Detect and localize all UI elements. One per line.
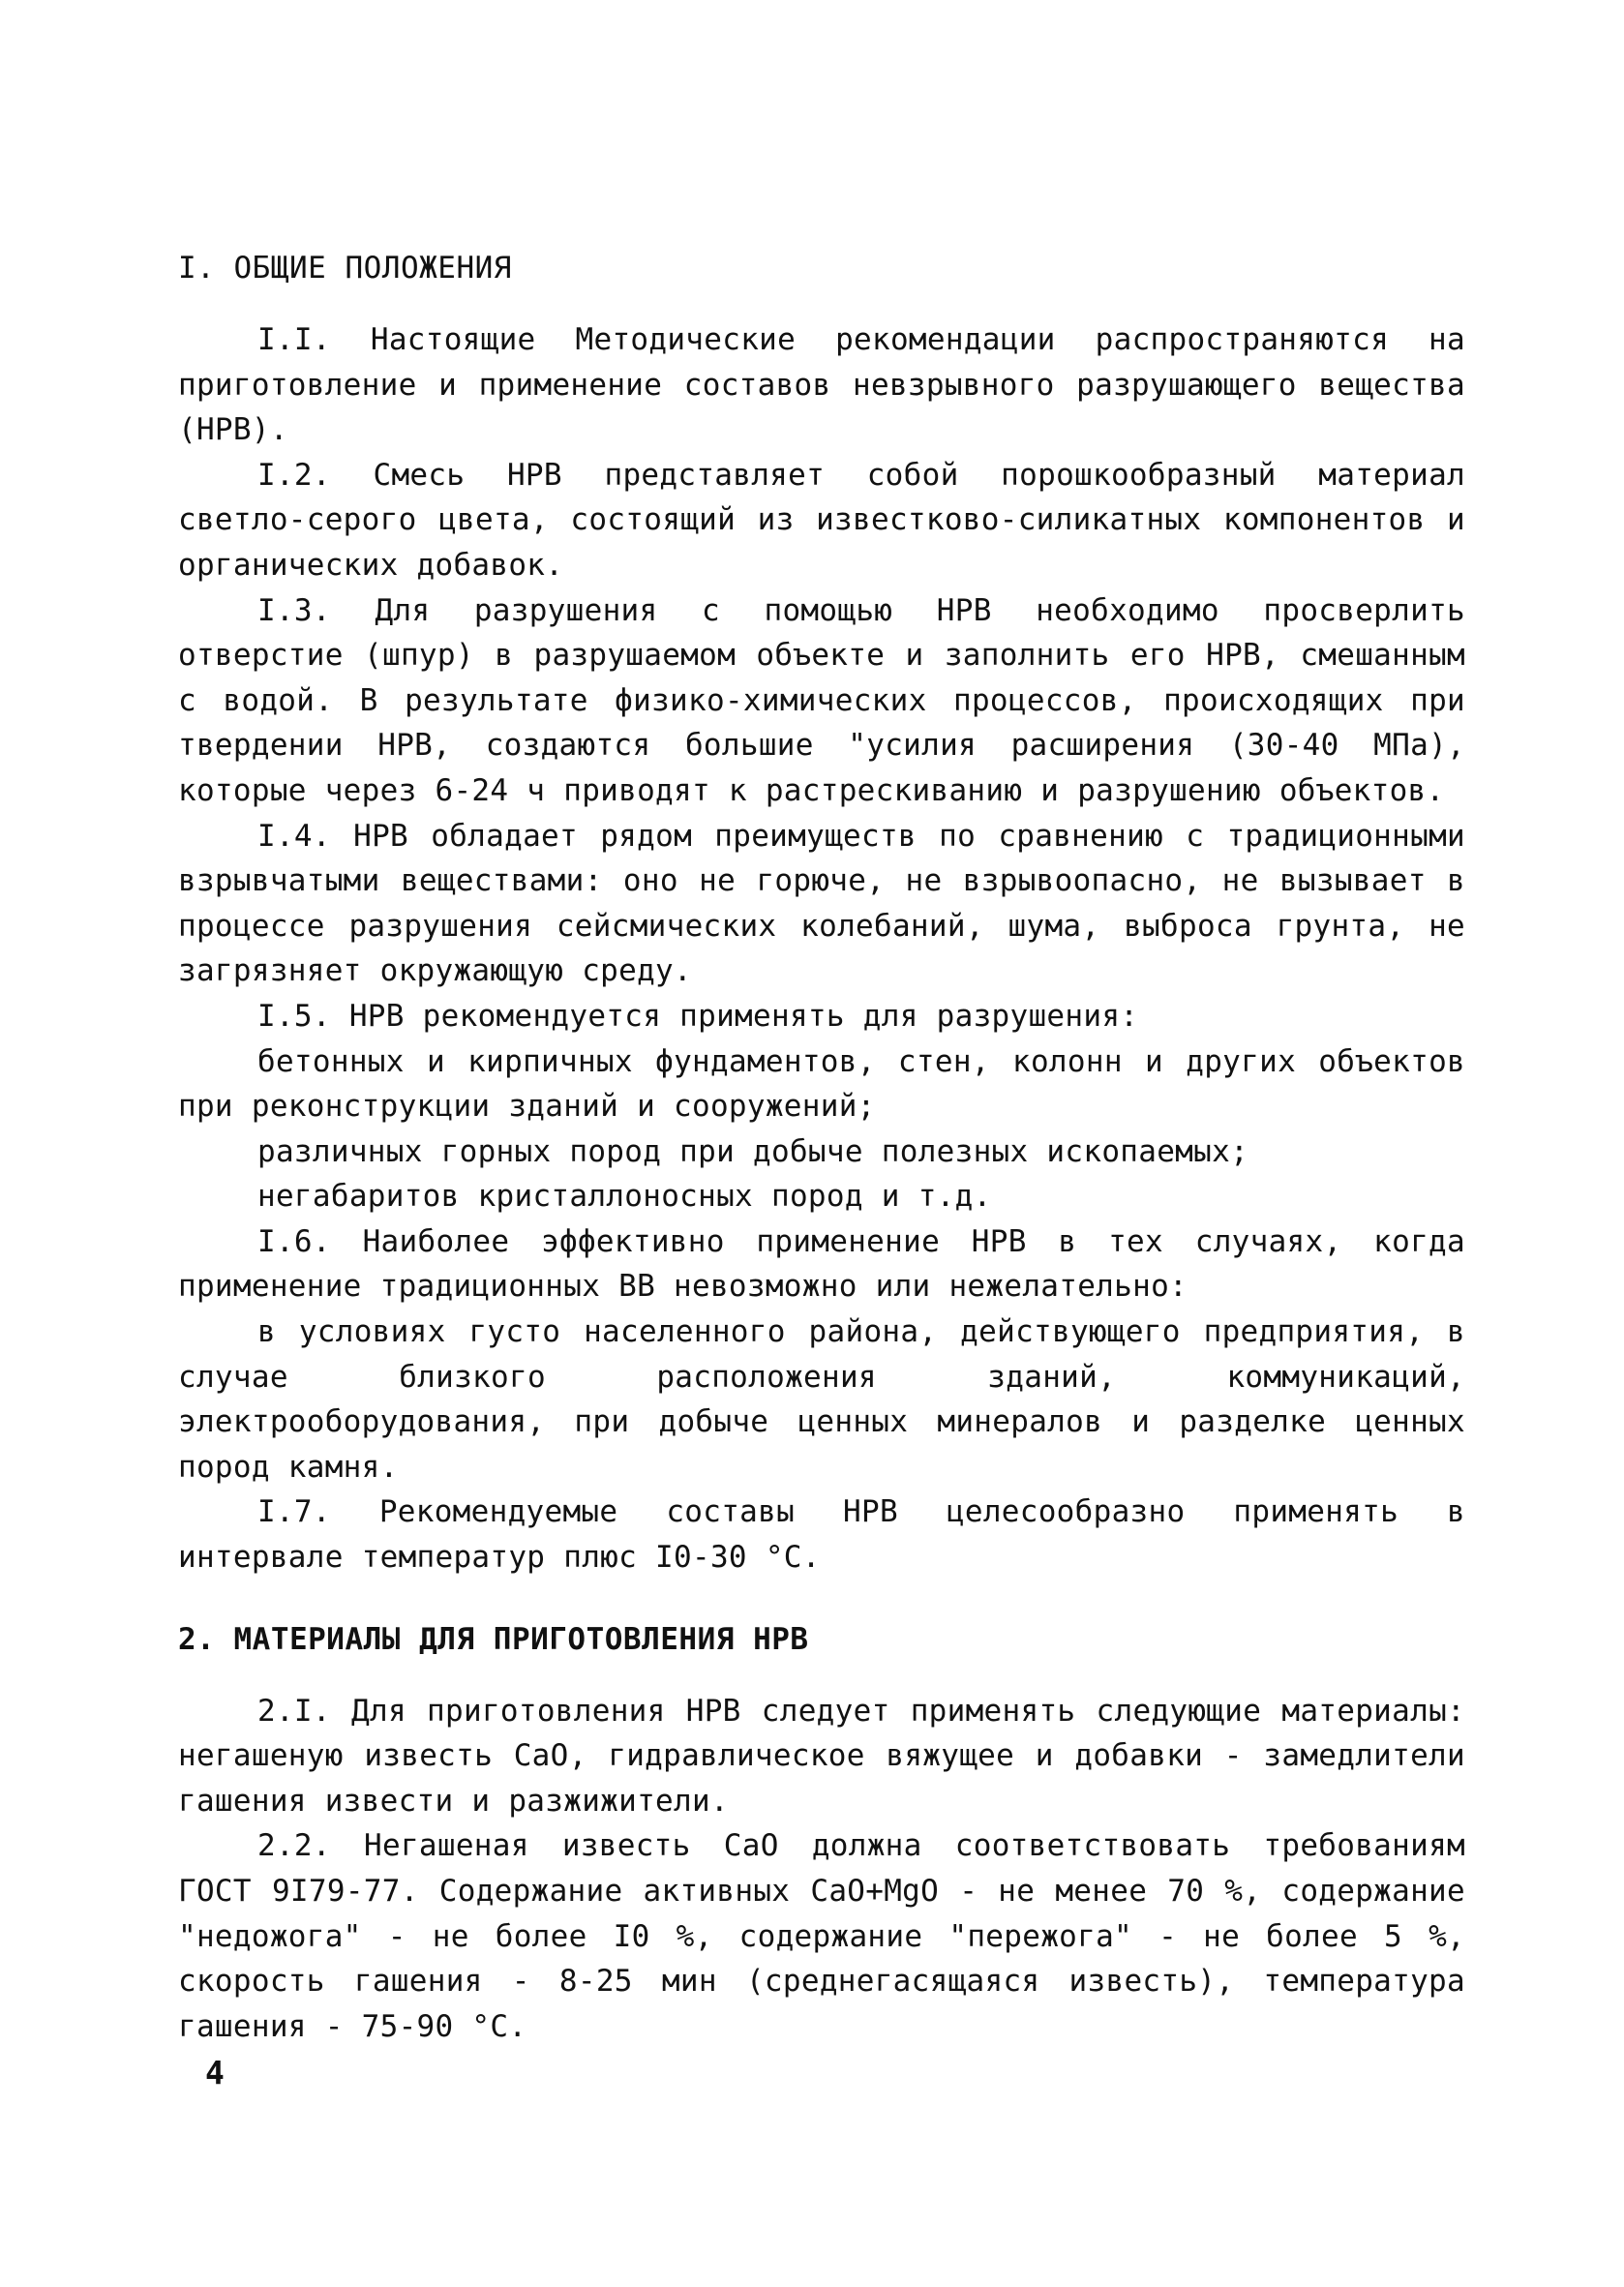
- section-1-heading: I. ОБЩИЕ ПОЛОЖЕНИЯ: [178, 251, 512, 286]
- list-item: негабаритов кристаллоносных пород и т.д.: [257, 1179, 992, 1215]
- paragraph-1-3: I.3. Для разрушения с помощью НРВ необходимо просверлить отверстие (шпур) в разрушаемом объекте и заполнить его НРВ, смешанным с водой. В результате физико-химических процессов, происходящих при твердении НРВ, создаются большие "усилия расширения (30-40 МПа), которые через 6-24 ч приводят к растрескиванию и разрушению объектов.: [178, 592, 1465, 808]
- list-item: бетонных и кирпичных фундаментов, стен, колонн и других объектов при реконструкции зданий и сооружений;: [178, 1043, 1465, 1125]
- paragraph-1-1: I.I. Настоящие Методические рекомендации распространяются на приготовление и применение составов невзрывного разрушающего вещества (НРВ).: [178, 322, 1465, 448]
- list-item: различных горных пород при добыче полезных ископаемых;: [257, 1133, 1249, 1169]
- paragraph-1-5: I.5. НРВ рекомендуется применять для разрушения:: [257, 998, 1139, 1034]
- section-general-provisions: [178, 246, 1465, 1580]
- list-item: в условиях густо населенного района, действующего предприятия, в случае близкого расположения зданий, коммуникаций, электрооборудования, при добыче ценных минералов и разделке ценных пород камня.: [178, 1314, 1465, 1485]
- paragraph-2-1: 2.I. Для приготовления НРВ следует применять следующие материалы: негашеную известь СаО, гидравлическое вяжущее и добавки - замедлители гашения извести и разжижители.: [178, 1693, 1465, 1819]
- document-page: [178, 246, 1465, 2086]
- paragraph-2-2: 2.2. Негашеная известь СаО должна соответствовать требованиям ГОСТ 9I79-77. Содержание активных СаО+MgO - не менее 70 %, содержание "недожога" - не более I0 %, содержание "пережога" - не более 5 %, скорость гашения - 8-25 мин (среднегасящаяся известь), температура гашения - 75-90 °С.: [178, 1828, 1465, 2044]
- paragraph-1-6: I.6. Наиболее эффективно применение НРВ в тех случаях, когда применение традиционных ВВ невозможно или нежелательно:: [178, 1223, 1465, 1305]
- section-2-heading: 2. МАТЕРИАЛЫ ДЛЯ ПРИГОТОВЛЕНИЯ НРВ: [178, 1621, 809, 1657]
- page-number: 4: [205, 2054, 225, 2091]
- paragraph-1-2: I.2. Смесь НРВ представляет собой порошкообразный материал светло-серого цвета, состоящий из известково-силикатных компонентов и органических добавок.: [178, 457, 1465, 583]
- paragraph-1-7: I.7. Рекомендуемые составы НРВ целесообразно применять в интервале температур плюс I0-30 °С.: [178, 1494, 1465, 1576]
- paragraph-1-4: I.4. НРВ обладает рядом преимуществ по сравнению с традиционными взрывчатыми веществами: оно не горюче, не взрывоопасно, не вызывает в процессе разрушения сейсмических колебаний, шума, выброса грунта, не загрязняет окружающую среду.: [178, 818, 1465, 989]
- section-materials: [178, 1617, 1465, 2050]
